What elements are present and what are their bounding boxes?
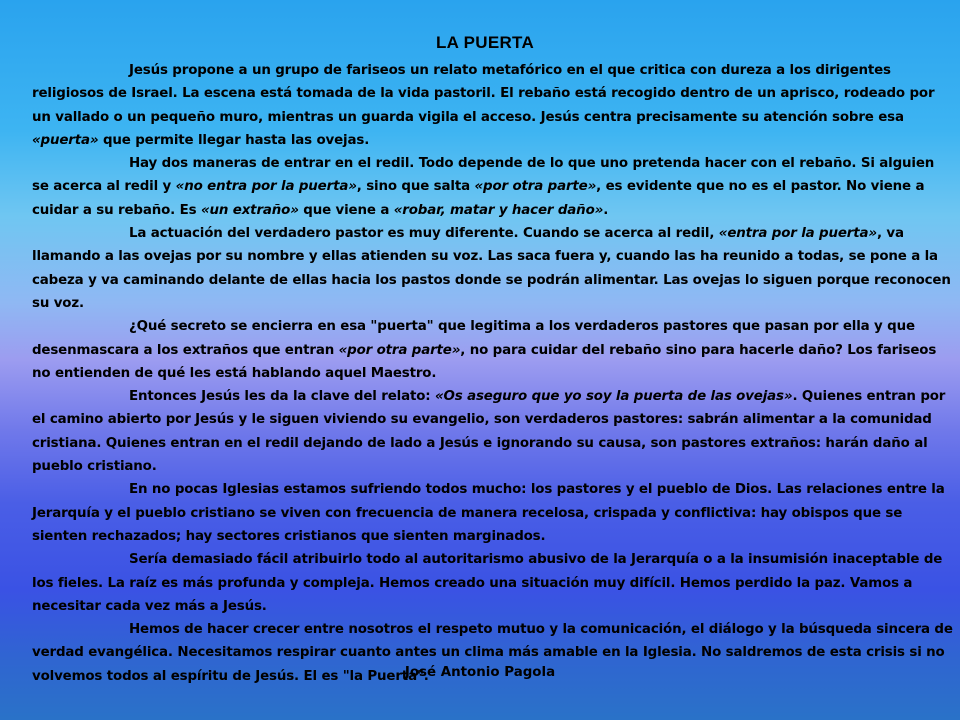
paragraph-text: que viene a [298,202,394,218]
paragraph-3 [32,222,954,315]
paragraph-text: Jesús propone a un grupo de fariseos un relato metafórico en el que critica con dureza a los dirigentes religiosos de Israel. La escena está tomada de la vida pastoril. El rebaño está recogido dentro de un aprisco, rodeado por un vallado o un pequeño muro, mientras un guarda vigila el acceso. Jesús centra precisamente su atención sobre esa [32,63,935,125]
quoted-phrase: «robar, matar y hacer daño» [393,202,604,218]
paragraph-6 [32,478,954,548]
paragraph-text: La actuación del verdadero pastor es muy diferente. Cuando se acerca al redil, [129,226,719,242]
paragraph-text: , va llamando a las ovejas por su nombre y ellas atienden su voz. Las saca fuera y, cuando las ha reunido a todas, se pone a la cabeza y va caminando delante de ellas hacia los pastos donde se podrán alimentar. Las ovejas lo siguen porque reconocen su voz. [32,226,951,311]
paragraph-text: Sería demasiado fácil atribuirlo todo al autoritarismo abusivo de la Jerarquía o a la insumisión inaceptable de los fieles. La raíz es más profunda y compleja. Hemos creado una situación muy difícil. Hemos perdido la paz. Vamos a necesitar cada vez más a Jesús. [32,552,943,614]
paragraph-4 [32,315,954,385]
quoted-phrase: «por otra parte» [474,179,597,195]
paragraph-text: que permite llegar hasta las ovejas. [98,132,370,148]
article-body [32,59,954,688]
quoted-phrase: «un extraño» [200,202,299,218]
paragraph-text: En no pocas Iglesias estamos sufriendo todos mucho: los pastores y el pueblo de Dios. Las relaciones entre la Jerarquía y el pueblo cristiano se viven con frecuencia de manera recelosa, crispada y conflictiva: hay obispos que se sienten rechazados; hay sectores cristianos que sienten marginados. [32,482,945,544]
quoted-phrase: «no entra por la puerta» [175,179,357,195]
paragraph-text: , no para cuidar del rebaño sino para hacerle daño? Los fariseos no entienden de qué les está hablando aquel Maestro. [32,342,937,381]
quoted-phrase: «por otra parte» [338,342,461,358]
author-signature: José Antonio Pagola [404,665,556,680]
paragraph-7 [32,548,954,618]
quoted-phrase: «Os aseguro que yo soy la puerta de las ovejas» [434,389,793,405]
paragraph-2 [32,152,954,222]
quoted-phrase: «puerta» [32,132,99,148]
paragraph-5 [32,385,954,478]
quoted-phrase: «entra por la puerta» [718,226,877,242]
paragraph-text: Hemos de hacer crecer entre nosotros el respeto mutuo y la comunicación, el diálogo y la búsqueda sincera de verdad evangélica. Necesitamos respirar cuanto antes un clima más amable en la Iglesia. No saldremos de esta crisis si no volvemos todos al espíritu de Jesús. El es "la Puerta". [32,622,953,684]
paragraph-text: ¿Qué secreto se encierra en esa "puerta" que legitima a los verdaderos pastores que pasan por ella y que desenmascara a los extraños que entran [32,319,915,358]
paragraph-text: Hay dos maneras de entrar en el redil. Todo depende de lo que uno pretenda hacer con el rebaño. Si alguien se acerca al redil y [32,156,935,195]
paragraph-text: , sino que salta [356,179,475,195]
paragraph-text: . [603,202,609,218]
paragraph-1 [32,59,954,152]
paragraph-text: . Quienes entran por el camino abierto por Jesús y le siguen viviendo su evangelio, son verdaderos pastores: sabrán alimentar a la comunidad cristiana. Quienes entran en el redil dejando de lado a Jesús e ignorando su causa, son pastores extraños: harán daño al pueblo cristiano. [32,389,946,475]
paragraph-text: , es evidente que no es el pastor. No viene a cuidar a su rebaño. Es [32,179,925,218]
paragraph-text: Entonces Jesús les da la clave del relato: [129,389,435,405]
page-title: LA PUERTA [435,33,535,52]
